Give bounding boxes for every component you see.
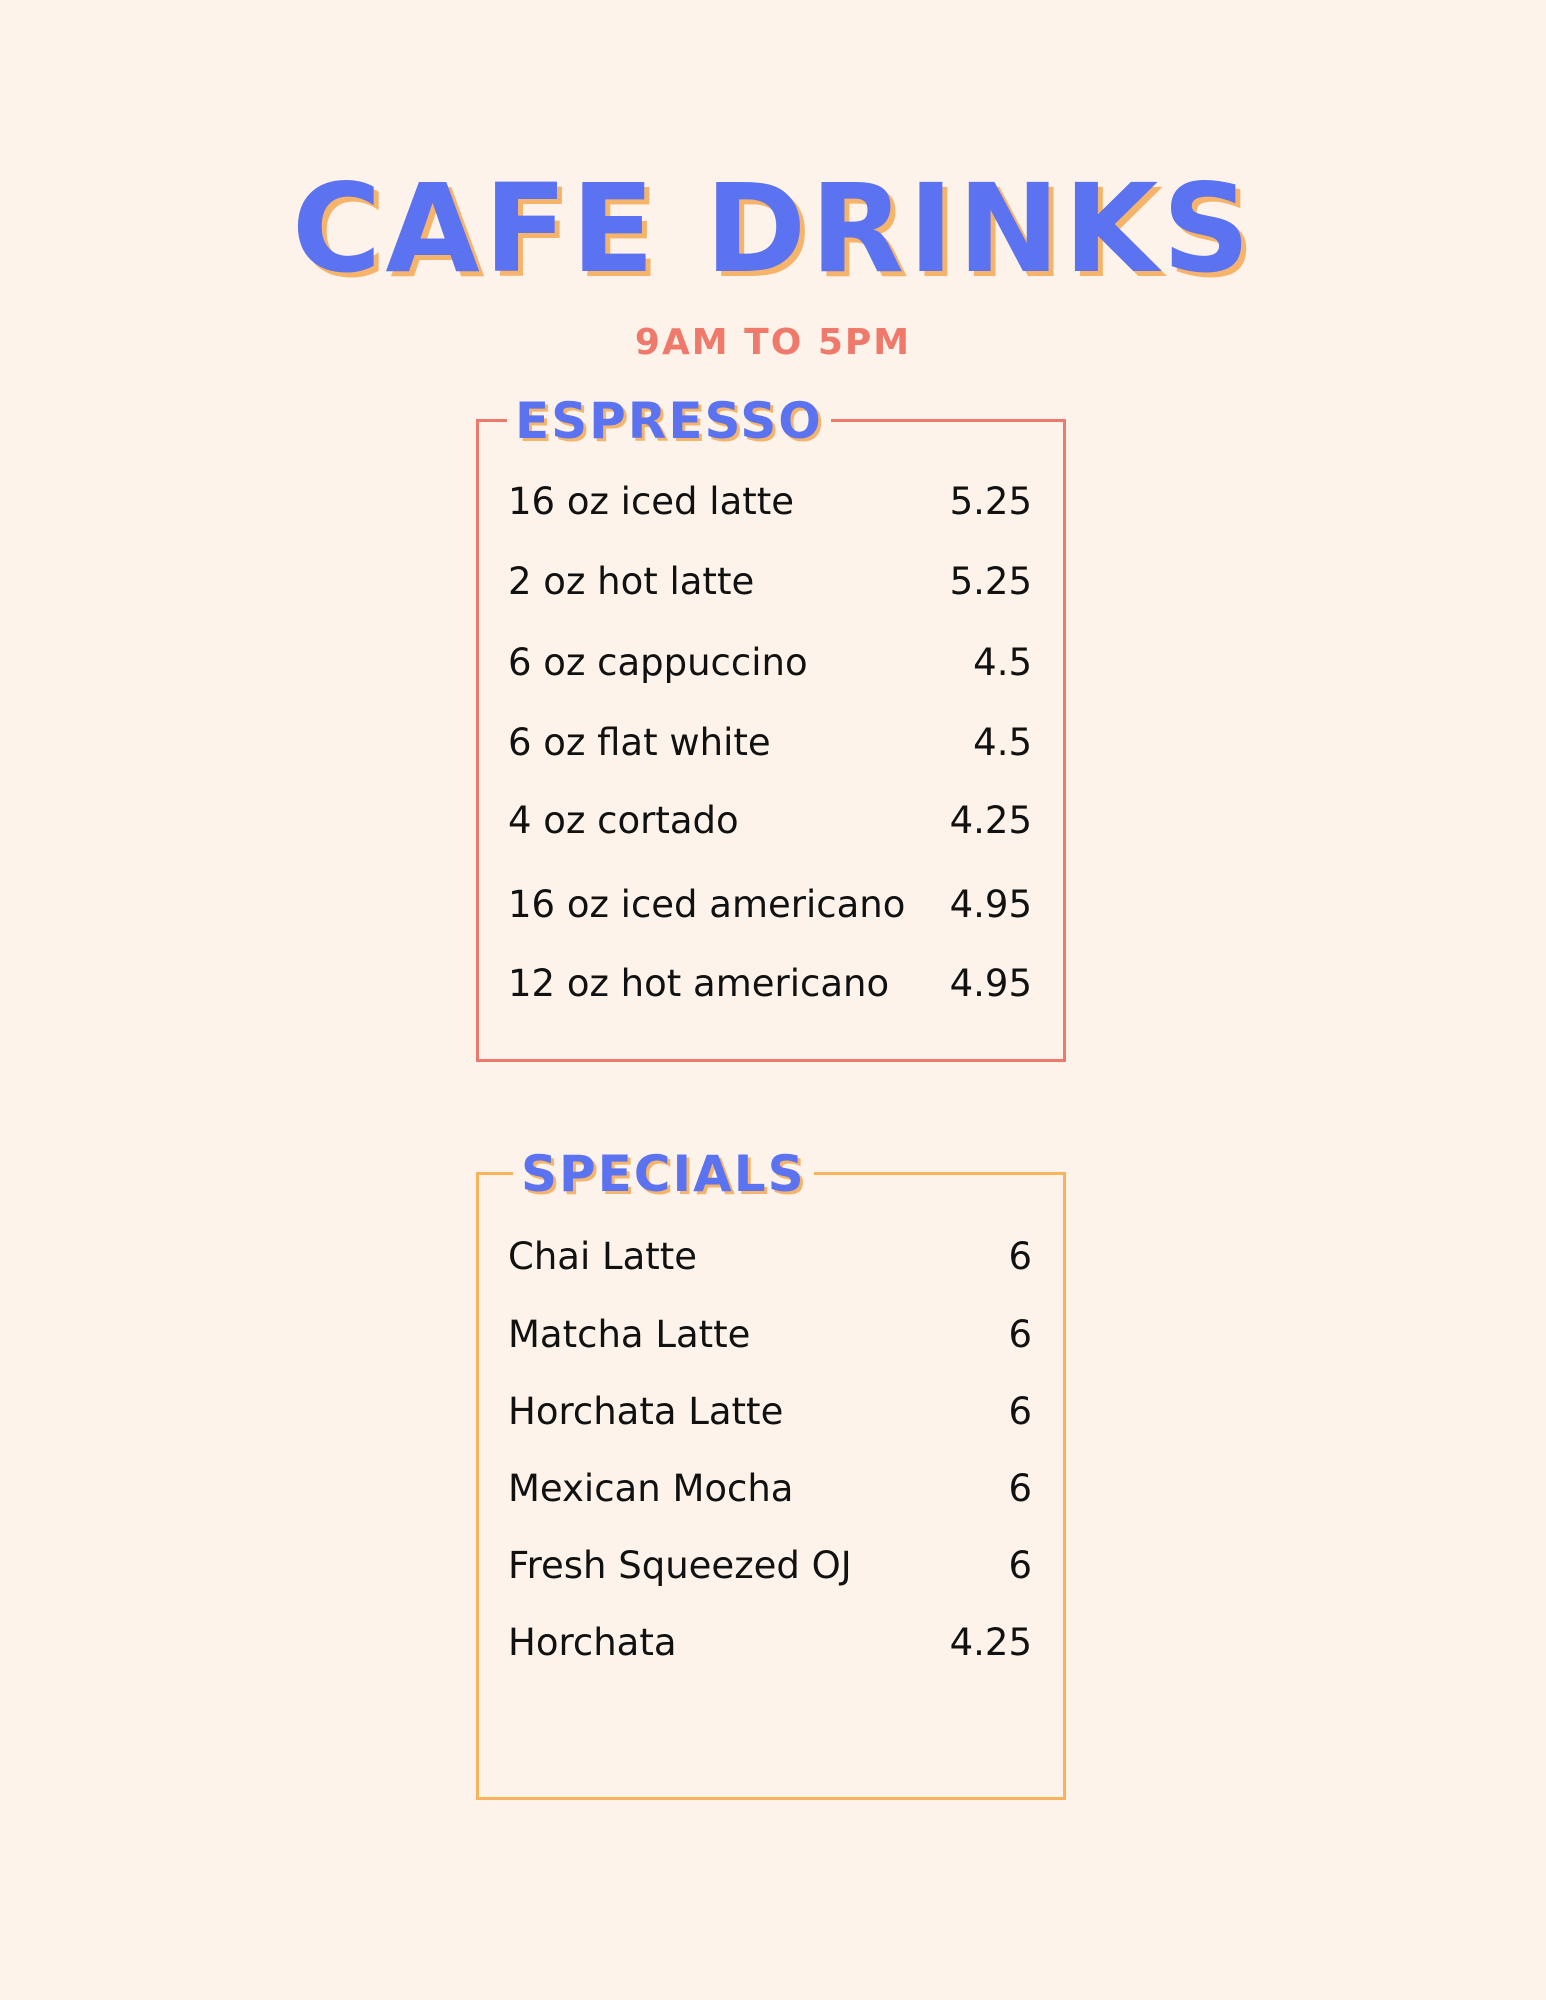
menu-item-name: Horchata Latte [508, 1390, 784, 1433]
menu-item-name: Horchata [508, 1621, 677, 1664]
menu-item-price: 4.5 [973, 641, 1032, 684]
menu-title: CAFE DRINKS [291, 158, 1255, 300]
menu-item [508, 721, 1032, 764]
menu-item [508, 641, 1032, 684]
menu-item-price: 6 [1008, 1235, 1032, 1278]
menu-item-price: 6 [1008, 1544, 1032, 1587]
specials-section [476, 1145, 1066, 1800]
menu-item [508, 799, 1032, 842]
menu-item [508, 1467, 1032, 1510]
menu-item [508, 560, 1032, 603]
menu-item-price: 6 [1008, 1467, 1032, 1510]
menu-item-name: Mexican Mocha [508, 1467, 794, 1510]
menu-item [508, 962, 1032, 1005]
menu-item [508, 1621, 1032, 1664]
menu-item [508, 1235, 1032, 1278]
menu-item-price: 4.95 [949, 962, 1032, 1005]
menu-item-price: 5.25 [949, 560, 1032, 603]
menu-item-name: 12 oz hot americano [508, 962, 890, 1005]
menu-item [508, 1390, 1032, 1433]
menu-item-name: 16 oz iced latte [508, 480, 795, 523]
menu-item [508, 883, 1032, 926]
menu-item-name: 4 oz cortado [508, 799, 739, 842]
menu-item-name: 6 oz cappuccino [508, 641, 808, 684]
opening-hours: 9AM TO 5PM [634, 322, 912, 363]
menu-item-name: Chai Latte [508, 1235, 698, 1278]
menu-item-name: Fresh Squeezed OJ [508, 1544, 852, 1587]
menu-item [508, 1544, 1032, 1587]
menu-item-price: 5.25 [949, 480, 1032, 523]
menu-item-name: 6 oz flat white [508, 721, 771, 764]
menu-item [508, 1313, 1032, 1356]
menu-item-price: 4.5 [973, 721, 1032, 764]
menu-item-price: 6 [1008, 1390, 1032, 1433]
menu-item-price: 6 [1008, 1313, 1032, 1356]
menu-item-name: Matcha Latte [508, 1313, 751, 1356]
specials-heading: SPECIALS [513, 1149, 814, 1199]
espresso-section [476, 392, 1066, 1062]
menu-item-name: 16 oz iced americano [508, 883, 906, 926]
menu-item-price: 4.25 [949, 1621, 1032, 1664]
espresso-heading: ESPRESSO [507, 396, 831, 446]
menu-item-name: 2 oz hot latte [508, 560, 755, 603]
menu-item-price: 4.25 [949, 799, 1032, 842]
menu-item [508, 480, 1032, 523]
menu-item-price: 4.95 [949, 883, 1032, 926]
